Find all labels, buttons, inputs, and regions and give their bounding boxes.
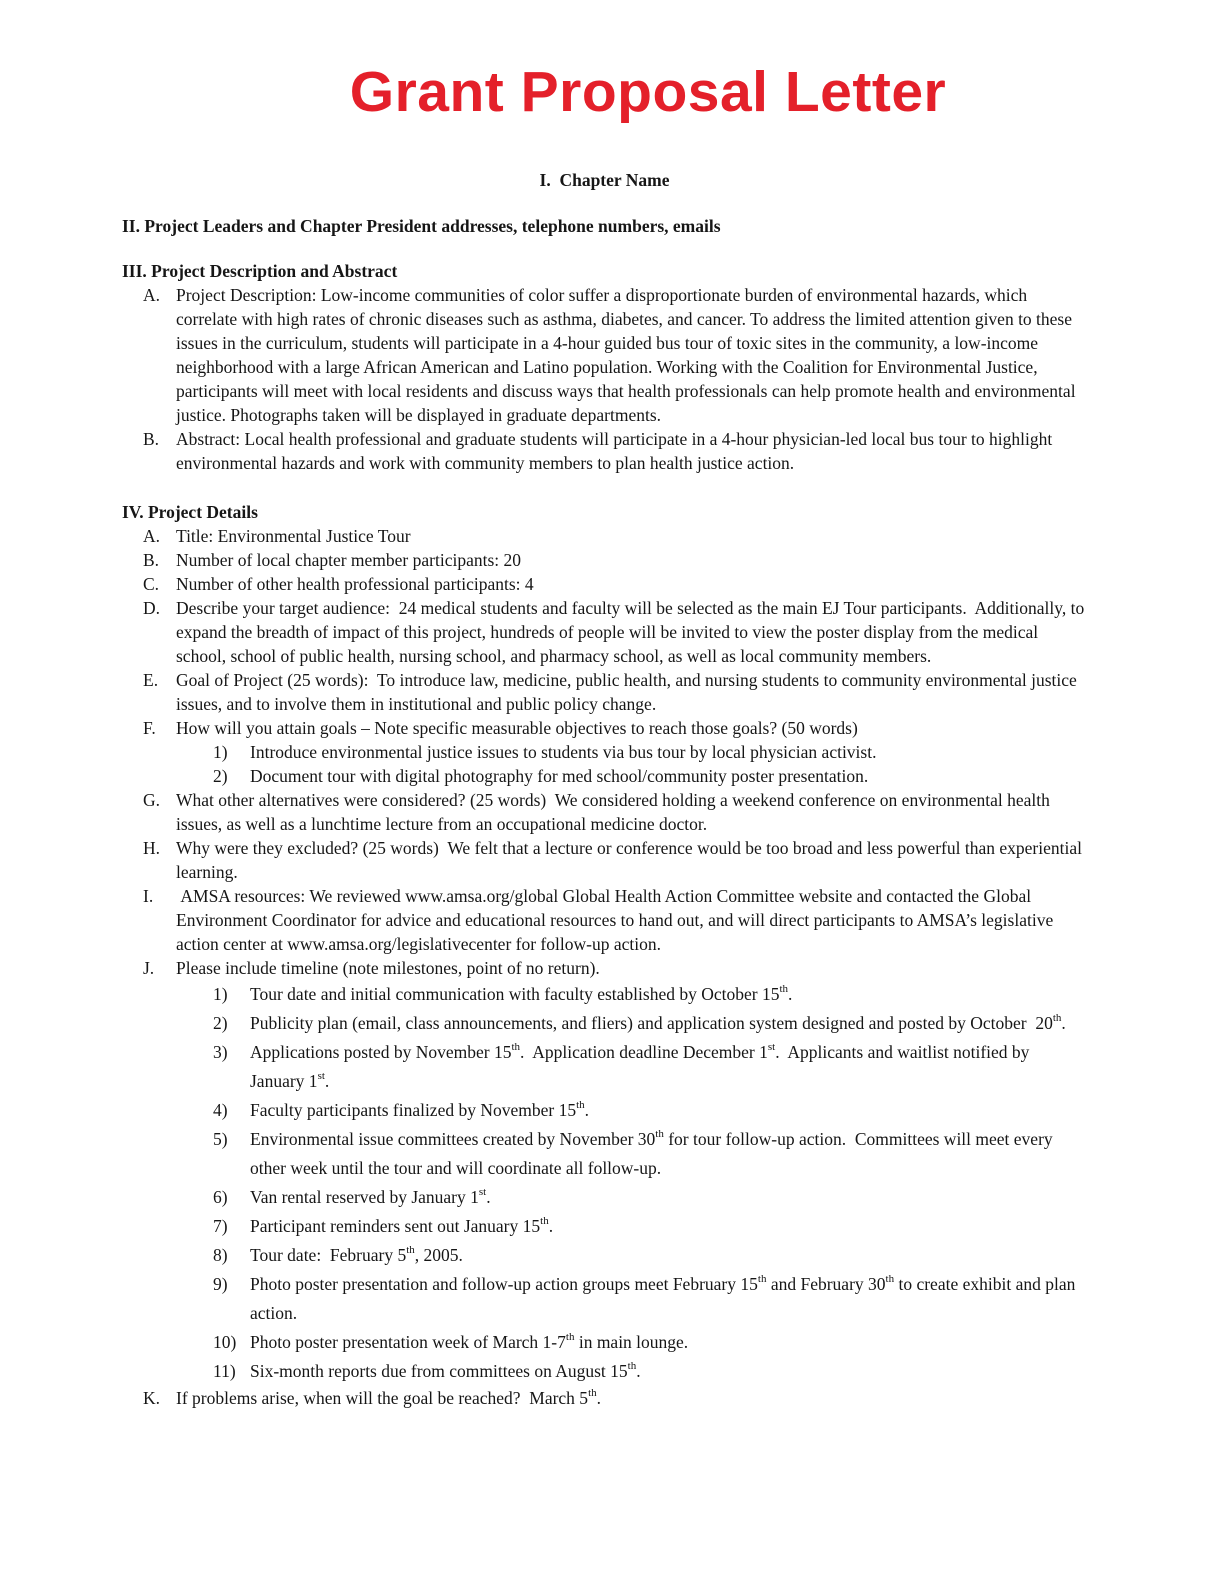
outline-item-H (122, 836, 1087, 884)
heading-project-leaders: II. Project Leaders and Chapter President addresses, telephone numbers, emails (122, 216, 721, 236)
outline-item-text: Abstract: Local health professional and graduate students will participate in a 4-hour physician-led local bus tour to highlight environmental hazards and work with community members to plan health justice action. (176, 429, 1057, 473)
ordinal-superscript: th (588, 1387, 597, 1400)
outline-item-label: K. (143, 1388, 161, 1408)
outline-item-text: Goal of Project (25 words): To introduce law, medicine, public health, and nursing students to community environmental justice issues, and to involve them in institutional and public policy change. (176, 670, 1082, 714)
ordinal-superscript: th (576, 1099, 585, 1112)
outline-item-label: 5) (213, 1129, 228, 1149)
document-title: Grant Proposal Letter (349, 60, 947, 124)
outline-item-text: Describe your target audience: 24 medical students and faculty will be selected as the main EJ Tour participants. Additionally, to expand the breadth of impact of this project, hundreds of people will be invited to view the poster display from the medical school, school of public health, nursing school, and pharmacy school, as well as local community members. (176, 598, 1089, 666)
outline-item-text: Tour date and initial communication with faculty established by October 15th. (250, 983, 793, 1004)
outline-sublist (213, 740, 1087, 788)
ordinal-superscript: th (655, 1128, 664, 1141)
outline-item-text: Participant reminders sent out January 15th. (250, 1215, 554, 1236)
outline-item-label: 3) (213, 1042, 228, 1062)
outline-item-text: Faculty participants finalized by November 15th. (250, 1099, 590, 1120)
outline-item-text: Van rental reserved by January 1st. (250, 1186, 491, 1207)
outline-item-label: 1) (213, 984, 228, 1004)
outline-item-text: How will you attain goals – Note specific measurable objectives to reach those goals? (50 words) (176, 718, 858, 738)
outline-item-label: 4) (213, 1100, 228, 1120)
outline-item-4 (213, 1096, 1087, 1125)
outline-item-text: Please include timeline (note milestones, point of no return). (176, 958, 600, 978)
outline-item-label: B. (143, 550, 160, 570)
ordinal-superscript: th (406, 1244, 415, 1257)
outline-item-label: 7) (213, 1216, 228, 1236)
outline-item-10 (213, 1328, 1087, 1357)
outline-item-5 (213, 1125, 1087, 1183)
outline-item-text: Environmental issue committees created by November 30th for tour follow-up action. Committees will meet every other week until the tour and will coordinate all follow-up. (250, 1128, 1058, 1178)
outline-item-text: Why were they excluded? (25 words) We felt that a lecture or conference would be too broad and less powerful than experiential learning. (176, 838, 1087, 882)
outline-item-2 (213, 1009, 1087, 1038)
outline-sublist (213, 980, 1087, 1386)
outline-item-G (122, 788, 1087, 836)
outline-item-1 (213, 980, 1087, 1009)
ordinal-superscript: th (885, 1273, 895, 1286)
outline-item-text: Publicity plan (email, class announcements, and fliers) and application system designed and posted by October 20th. (250, 1012, 1066, 1033)
outline-item-text: Title: Environmental Justice Tour (176, 526, 411, 546)
outline-item-B (122, 548, 1087, 572)
outline-item-label: 1) (213, 742, 228, 762)
outline-item-label: J. (143, 958, 155, 978)
outline-item-E (122, 668, 1087, 716)
outline-item-label: 11) (213, 1361, 236, 1381)
outline-item-8 (213, 1241, 1087, 1270)
outline-item-label: 10) (213, 1332, 237, 1352)
outline-item-D (122, 596, 1087, 668)
project-details-list (122, 524, 1087, 1410)
ordinal-superscript: th (779, 983, 789, 996)
outline-item-I (122, 884, 1087, 956)
outline-item-text: Six-month reports due from committees on August 15th. (250, 1360, 641, 1381)
outline-item-7 (213, 1212, 1087, 1241)
outline-item-J (122, 956, 1087, 980)
outline-item-text: Number of other health professional participants: 4 (176, 574, 534, 594)
outline-item-label: 9) (213, 1274, 228, 1294)
outline-item-label: B. (143, 429, 160, 449)
outline-item-text: Project Description: Low-income communities of color suffer a disproportionate burden of environmental hazards, which correlate with high rates of chronic diseases such as asthma, diabetes, and cancer. To address the limited attention given to these issues in the curriculum, students will participate in a 4-hour guided bus tour of toxic sites in the community, a low-income neighborhood with a large African American and Latino population. Working with the Coalition for Environmental Justice, participants will meet with local residents and discuss ways that health professionals can help promote health and environmental justice. Photographs taken will be displayed in graduate departments. (176, 285, 1080, 425)
ordinal-superscript: st (317, 1070, 325, 1083)
outline-item-label: F. (143, 718, 156, 738)
outline-item-B (122, 427, 1087, 475)
outline-item-3 (213, 1038, 1087, 1096)
outline-item-text: Tour date: February 5th, 2005. (250, 1244, 463, 1265)
ordinal-superscript: st (767, 1041, 776, 1054)
ordinal-superscript: st (478, 1186, 487, 1199)
heading-project-description-abstract: III. Project Description and Abstract (122, 261, 398, 281)
outline-item-A (122, 524, 1087, 548)
outline-item-K (122, 1386, 1087, 1410)
outline-item-label: G. (143, 790, 161, 810)
outline-item-label: 2) (213, 766, 228, 786)
outline-item-label: A. (143, 285, 161, 305)
outline-item-6 (213, 1183, 1087, 1212)
outline-item-label: H. (143, 838, 161, 858)
outline-item-text: Number of local chapter member participants: 20 (176, 550, 522, 570)
heading-project-details: IV. Project Details (122, 502, 258, 522)
description-abstract-list (122, 283, 1087, 475)
outline-item-A (122, 283, 1087, 427)
ordinal-superscript: th (1052, 1012, 1062, 1025)
outline-item-C (122, 572, 1087, 596)
outline-item-label: C. (143, 574, 160, 594)
ordinal-superscript: th (757, 1273, 767, 1286)
outline-item-text: Applications posted by November 15th. Application deadline December 1st. Applicants and waitlist notified by January 1st. (250, 1041, 1034, 1091)
outline-item-label: 8) (213, 1245, 228, 1265)
outline-item-text: What other alternatives were considered? (25 words) We considered holding a weekend conference on environmental health issues, as well as a lunchtime lecture from an occupational medicine doctor. (176, 790, 1055, 834)
ordinal-superscript: th (627, 1360, 637, 1373)
outline-item-text: Photo poster presentation week of March 1-7th in main lounge. (250, 1331, 689, 1352)
outline-item-label: A. (143, 526, 161, 546)
heading-chapter-name: I. Chapter Name (539, 170, 670, 190)
outline-item-11 (213, 1357, 1087, 1386)
outline-item-text: If problems arise, when will the goal be reached? March 5th. (176, 1387, 601, 1408)
ordinal-superscript: th (511, 1041, 521, 1054)
outline-item-text: Photo poster presentation and follow-up action groups meet February 15th and February 30th to create exhibit and plan action. (250, 1273, 1080, 1323)
outline-item-text: Document tour with digital photography for med school/community poster presentation. (250, 766, 869, 786)
outline-item-label: D. (143, 598, 161, 618)
outline-item-label: E. (143, 670, 159, 690)
outline-item-F (122, 716, 1087, 740)
outline-item-label: 6) (213, 1187, 228, 1207)
outline-item-label: I. (143, 886, 154, 906)
outline-item-9 (213, 1270, 1087, 1328)
outline-item-text: AMSA resources: We reviewed www.amsa.org/global Global Health Action Committee website and contacted the Global Environment Coordinator for advice and educational resources to hand out, and will direct participants to AMSA’s legislative action center at www.amsa.org/legislativecenter for follow-up action. (176, 886, 1058, 954)
outline-item-2 (213, 764, 1087, 788)
ordinal-superscript: th (565, 1331, 575, 1344)
outline-item-1 (213, 740, 1087, 764)
outline-item-label: 2) (213, 1013, 228, 1033)
outline-item-text: Introduce environmental justice issues to students via bus tour by local physician activist. (250, 742, 877, 762)
ordinal-superscript: th (540, 1215, 549, 1228)
